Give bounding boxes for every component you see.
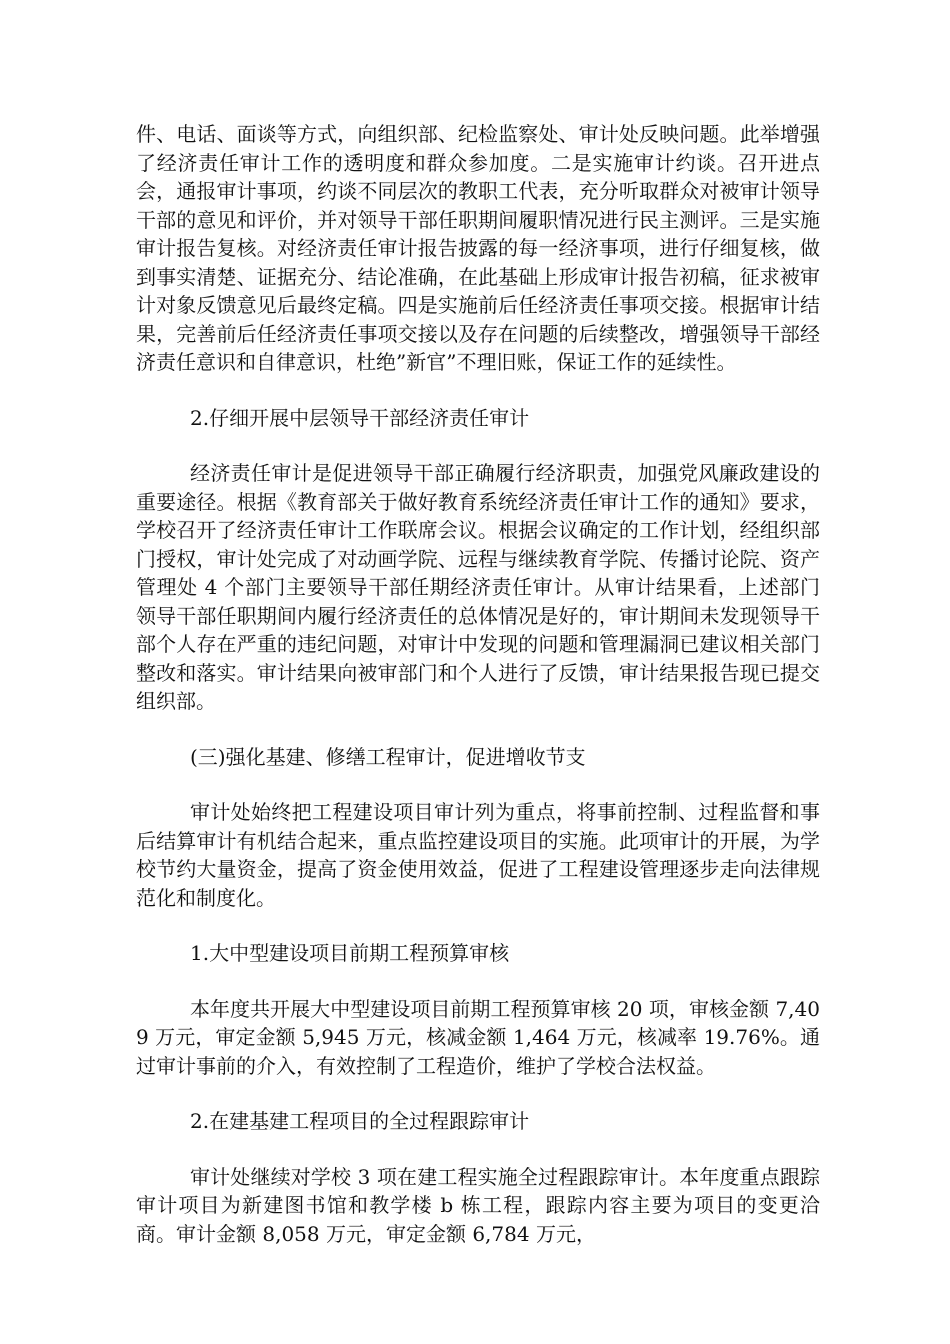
body-paragraph-3: 审计处始终把工程建设项目审计列为重点，将事前控制、过程监督和事后结算审计有机结合起来，重点监控建设项目的实施。此项审计的开展，为学校节约大量资金，提高了资金使用效益，促进了工程建设管理逐步走向法律规范化和制度化。 (136, 800, 820, 910)
body-paragraph-5: 审计处继续对学校 3 项在建工程实施全过程跟踪审计。本年度重点跟踪审计项目为新建图书馆和教学楼 b 栋工程，跟踪内容主要为项目的变更洽商。审计金额 8,058 万元，审定金额 6,784 万元， (136, 1164, 820, 1246)
body-paragraph-1: 件、电话、面谈等方式，向组织部、纪检监察处、审计处反映问题。此举增强了经济责任审计工作的透明度和群众参加度。二是实施审计约谈。召开进点会，通报审计事项，约谈不同层次的教职工代表，充分听取群众对被审计领导干部的意见和评价，并对领导干部任职期间履职情况进行民主测评。三是实施审计报告复核。对经济责任审计报告披露的每一经济事项，进行仔细复核，做到事实清楚、证据充分、结论准确，在此基础上形成审计报告初稿，征求被审计对象反馈意见后最终定稿。四是实施前后任经济责任事项交接。根据审计结果，完善前后任经济责任事项交接以及存在问题的后续整改，增强领导干部经济责任意识和自律意识，杜绝”新官”不理旧账，保证工作的延续性。 (136, 122, 820, 374)
section-heading-3: (三)强化基建、修缮工程审计，促进增收节支 (190, 744, 586, 769)
document-page (136, 120, 820, 1248)
section-heading-1: 1.大中型建设项目前期工程预算审核 (190, 941, 510, 965)
section-heading-2-1: 2.仔细开展中层领导干部经济责任审计 (190, 405, 530, 430)
section-heading-2-2: 2.在建基建工程项目的全过程跟踪审计 (190, 1109, 530, 1133)
body-paragraph-4: 本年度共开展大中型建设项目前期工程预算审核 20 项，审核金额 7,409 万元，审定金额 5,945 万元，核减金额 1,464 万元，核减率 19.76%。通过审计事前的介入，有效控制了工程造价，维护了学校合法权益。 (136, 996, 820, 1078)
body-paragraph-2: 经济责任审计是促进领导干部正确履行经济职责，加强党风廉政建设的重要途径。根据《教育部关于做好教育系统经济责任审计工作的通知》要求，学校召开了经济责任审计工作联席会议。根据会议确定的工作计划，经组织部门授权，审计处完成了对动画学院、远程与继续教育学院、传播讨论院、资产管理处 4 个部门主要领导干部任期经济责任审计。从审计结果看，上述部门领导干部任职期间内履行经济责任的总体情况是好的，审计期间未发现领导干部个人存在严重的违纪问题，对审计中发现的问题和管理漏洞已建议相关部门整改和落实。审计结果向被审部门和个人进行了反馈，审计结果报告现已提交组织部。 (136, 461, 820, 713)
